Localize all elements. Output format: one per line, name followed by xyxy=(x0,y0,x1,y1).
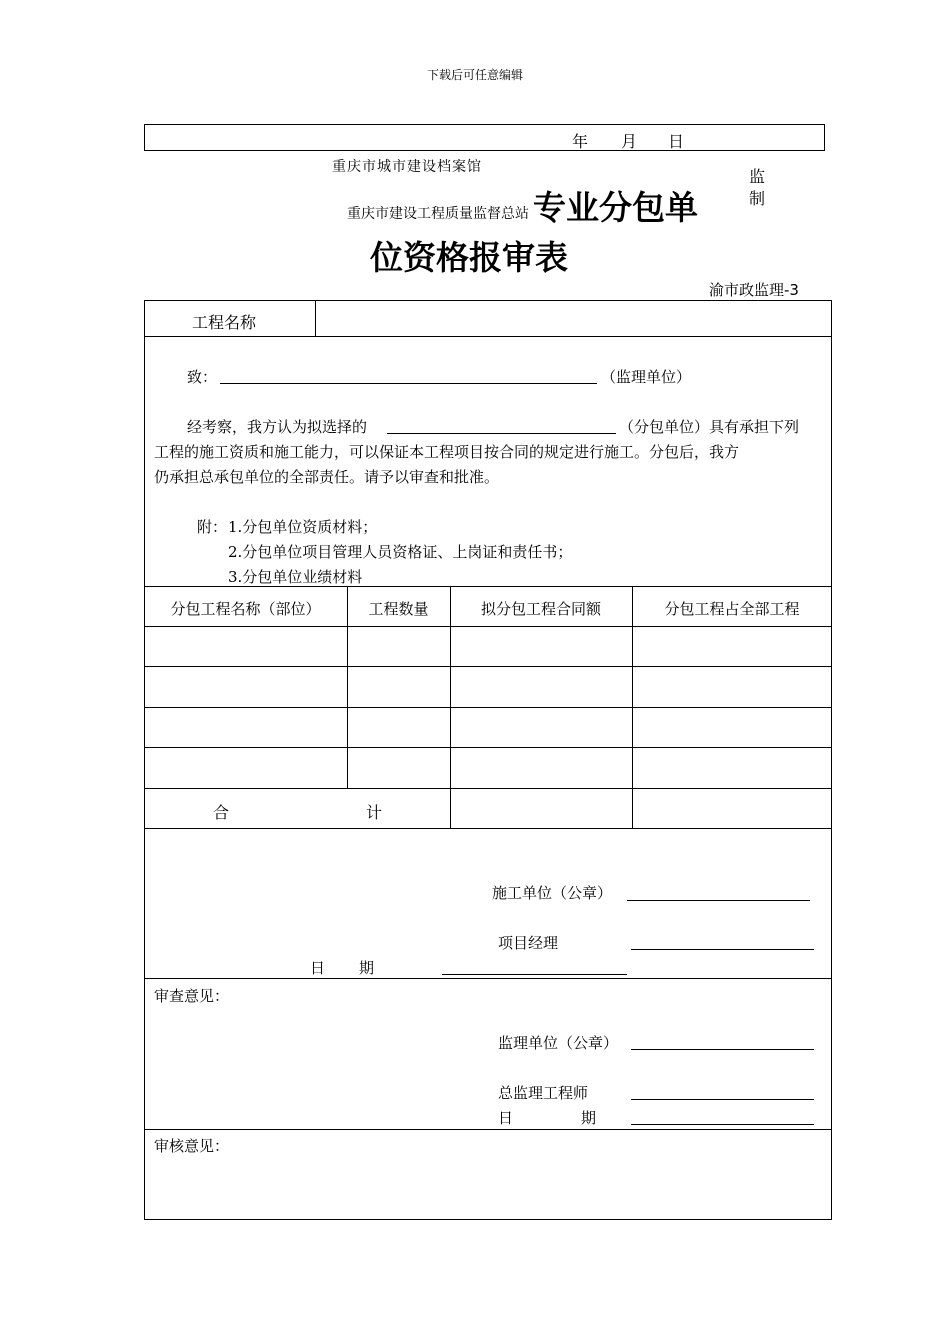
para-sub: （分包单位）具有承担下列 xyxy=(619,418,800,436)
attach-label: 附： xyxy=(197,518,228,536)
to-suffix: （监理单位） xyxy=(601,368,692,386)
attachment-item: 2.分包单位项目管理人员资格证、上岗证和责任书； xyxy=(228,543,573,561)
col-header-contract-amount: 拟分包工程合同额 xyxy=(480,600,601,618)
date-month: 月 xyxy=(621,132,638,151)
attachment-item: 3.分包单位业绩材料 xyxy=(228,568,363,586)
project-name-label: 工程名称 xyxy=(192,313,257,332)
date-day: 日 xyxy=(668,132,685,151)
contractor-date-underline[interactable] xyxy=(442,974,627,975)
form-code: 渝市政监理-3 xyxy=(709,281,799,299)
supervision-prefix-1: 监 xyxy=(749,167,766,186)
para-start: 经考察，我方认为拟选择的 xyxy=(187,418,368,436)
pm-underline[interactable] xyxy=(631,949,814,950)
issuer-archive: 重庆市城市建设档案馆 xyxy=(332,159,482,175)
download-note: 下载后可任意编辑 xyxy=(426,68,523,82)
review-label: 审查意见： xyxy=(154,987,230,1005)
para-line2: 工程的施工资质和施工能力，可以保证本工程项目按合同的规定进行施工。分包后，我方 xyxy=(154,443,740,461)
pm-label: 项目经理 xyxy=(498,934,559,952)
total-label-1: 合 xyxy=(213,803,230,822)
to-label: 致： xyxy=(187,368,218,386)
contractor-date-label-1: 日 xyxy=(310,959,326,977)
title-line2: 位资格报审表 xyxy=(370,238,568,277)
contractor-date-label-2: 期 xyxy=(359,959,375,977)
table-row[interactable] xyxy=(145,748,831,787)
table-row[interactable] xyxy=(145,667,831,706)
review-date-label-2: 期 xyxy=(581,1109,597,1127)
review-unit-label: 监理单位（公章） xyxy=(498,1034,619,1052)
subcontractor-underline[interactable] xyxy=(387,433,616,434)
para-line3: 仍承担总承包单位的全部责任。请予以审查和批准。 xyxy=(154,468,500,486)
total-label-2: 计 xyxy=(366,803,383,822)
issuer-quality-station: 重庆市建设工程质量监督总站 xyxy=(347,206,529,222)
chief-engineer-underline[interactable] xyxy=(631,1099,814,1100)
attachment-item: 1.分包单位资质材料； xyxy=(228,518,378,536)
review-date-label-1: 日 xyxy=(498,1109,514,1127)
review-date-underline[interactable] xyxy=(631,1124,814,1125)
supervision-prefix-2: 制 xyxy=(749,189,766,208)
chief-engineer-label: 总监理工程师 xyxy=(498,1084,589,1102)
title-line1: 专业分包单 xyxy=(533,188,698,227)
audit-label: 审核意见： xyxy=(154,1137,230,1155)
contractor-unit-underline[interactable] xyxy=(627,900,810,901)
table-row[interactable] xyxy=(145,627,831,666)
date-year: 年 xyxy=(572,132,589,151)
table-row[interactable] xyxy=(145,708,831,747)
col-header-quantity: 工程数量 xyxy=(368,600,429,618)
contractor-unit-label: 施工单位（公章） xyxy=(492,884,613,902)
col-header-percentage: 分包工程占全部工程 xyxy=(664,600,800,618)
date-row xyxy=(144,124,825,151)
col-header-name: 分包工程名称（部位） xyxy=(170,600,321,618)
to-unit-underline[interactable] xyxy=(220,383,597,384)
project-name-input[interactable] xyxy=(320,304,825,332)
review-unit-underline[interactable] xyxy=(631,1049,814,1050)
